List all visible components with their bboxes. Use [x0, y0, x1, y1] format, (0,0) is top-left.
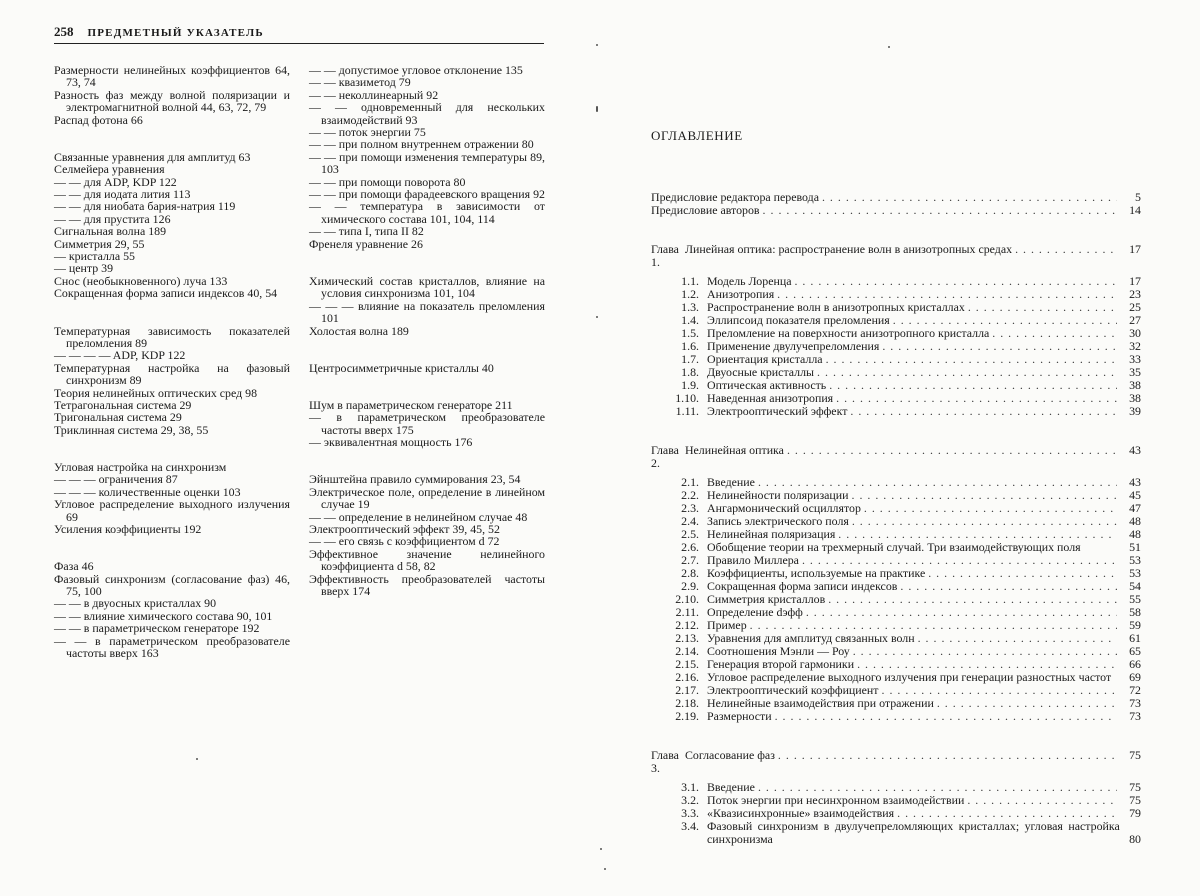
chapter-title: Нелинейная оптика	[684, 443, 784, 457]
toc-item-number: 2.13.	[675, 631, 699, 645]
index-gap	[54, 300, 290, 325]
dot-leader	[833, 392, 1117, 405]
toc-item-number: 2.7.	[681, 553, 699, 567]
toc-item-title: Оптическая активность	[707, 378, 827, 392]
toc-item-title: Введение	[707, 475, 755, 489]
scan-speck	[596, 106, 598, 112]
dot-leader	[850, 645, 1117, 658]
table-of-contents	[651, 191, 1141, 846]
index-column-2	[309, 64, 545, 597]
dot-leader	[964, 794, 1117, 807]
toc-item-number: 3.3.	[681, 806, 699, 820]
index-entry: — — температура в зависимости от химического состава 101, 104, 114	[309, 199, 545, 226]
toc-item-title: Электрооптический эффект	[707, 404, 848, 418]
toc-front-item	[651, 204, 1141, 217]
toc-item-number: 2.4.	[681, 514, 699, 528]
scan-speck	[596, 44, 598, 46]
index-entry: Температурная настройка на фазовый синхронизм 89	[54, 360, 290, 388]
toc-item-title: Угловое распределение выходного излучения при генерации разностных частот	[707, 670, 1112, 684]
dot-leader	[965, 301, 1117, 314]
index-entry: — — — ограничения 87	[54, 472, 178, 487]
toc-item-title: Фазовый синхронизм в двулучепреломляющих кристаллах; угловая настройка синхронизма	[707, 819, 1120, 846]
toc-page-number: 48	[1129, 527, 1141, 541]
index-entry: Холостая волна 189	[309, 323, 409, 338]
toc-page-number: 75	[1129, 748, 1141, 762]
index-entry: Френеля уравнение 26	[309, 236, 423, 251]
toc-item-number: 2.3.	[681, 501, 699, 515]
index-gap	[309, 250, 545, 275]
toc-item-title: Коэффициенты, используемые на практике	[707, 566, 926, 580]
dot-leader	[814, 366, 1117, 379]
toc-item-row	[651, 820, 1141, 846]
toc-item-title: Анизотропия	[707, 287, 775, 301]
toc-page-number: 54	[1129, 579, 1141, 593]
index-entry: — — влияние химического состава 90, 101	[54, 608, 273, 623]
toc-item-title: Нелинейности поляризации	[707, 488, 849, 502]
toc-page-number: 33	[1129, 352, 1141, 366]
dot-leader	[1012, 243, 1117, 256]
toc-item-row	[651, 405, 1141, 418]
chapter-label: Глава 2.	[651, 443, 679, 470]
toc-item-title: Наведенная анизотропия	[707, 391, 834, 405]
toc-item-number: 1.6.	[681, 339, 699, 353]
toc-item-title: Поток энергии при несинхронном взаимодействии	[707, 793, 965, 807]
toc-item-title: Симметрия кристаллов	[707, 592, 826, 606]
index-entry: — — допустимое угловое отклонение 135	[309, 63, 523, 77]
toc-page-number: 51	[1129, 540, 1141, 554]
index-entry: Центросимметричные кристаллы 40	[309, 360, 494, 375]
toc-item-title: Сокращенная форма записи индексов	[707, 579, 898, 593]
toc-page-number: 72	[1129, 683, 1141, 697]
index-entry: Угловое распределение выходного излучения 69	[54, 497, 290, 524]
index-entry: Электрооптический эффект 39, 45, 52	[309, 521, 500, 536]
toc-page-number: 53	[1129, 566, 1141, 580]
index-entry: — — — количественные оценки 103	[54, 484, 241, 499]
toc-page-number: 35	[1129, 365, 1141, 379]
page-number: 258	[54, 24, 74, 39]
toc-page-number: 43	[1129, 443, 1141, 457]
index-entry: — — в двуосных кристаллах 90	[54, 596, 217, 611]
toc-item-title: Пример	[707, 618, 747, 632]
toc-item-number: 2.5.	[681, 527, 699, 541]
toc-item-number: 2.18.	[675, 696, 699, 710]
dot-leader	[915, 632, 1117, 645]
toc-item-number: 1.11.	[675, 404, 699, 418]
index-entry: — — — влияние на показатель преломления 101	[309, 298, 545, 326]
index-entry: — — — — ADP, KDP 122	[54, 348, 186, 363]
toc-item-title: Нелинейная поляризация	[707, 527, 836, 541]
index-column-1	[54, 64, 290, 659]
toc-page-number: 75	[1129, 793, 1141, 807]
toc-item-title: Правило Миллера	[707, 553, 799, 567]
toc-page-number: 38	[1129, 378, 1141, 392]
toc-chapter-row	[651, 444, 1141, 470]
toc-page-number: 65	[1129, 644, 1141, 658]
toc-item-number: 1.1.	[681, 274, 699, 288]
toc-item-number: 2.1.	[681, 475, 699, 489]
toc-item-title: Генерация второй гармоники	[707, 657, 855, 671]
index-entry: — кристалла 55	[54, 249, 135, 264]
index-entry: — — одновременный для нескольких взаимодействий 93	[309, 100, 545, 127]
index-entry: Эйнштейна правило суммирования 23, 54	[309, 472, 521, 487]
index-entry: — — при помощи изменения температуры 89, 103	[309, 149, 545, 177]
toc-item-number: 2.9.	[681, 579, 699, 593]
dot-leader	[775, 749, 1117, 762]
running-head	[54, 24, 544, 44]
dot-leader	[934, 697, 1117, 710]
toc-page-number: 23	[1129, 287, 1141, 301]
index-entry: Селмейера уравнения	[54, 162, 165, 177]
index-entry: Триклинная система 29, 38, 55	[54, 422, 209, 437]
toc-chapter-row	[651, 749, 1141, 775]
index-entry: Температурная зависимость показателей преломления 89	[54, 323, 290, 350]
toc-page-number: 48	[1129, 514, 1141, 528]
toc-item-title: Эллипсоид показателя преломления	[707, 313, 890, 327]
dot-leader	[819, 191, 1117, 204]
toc-page-number: 55	[1129, 592, 1141, 606]
index-entry: Тригональная система 29	[54, 410, 182, 425]
toc-item-title: Электрооптический коэффициент	[707, 683, 879, 697]
index-gap	[309, 374, 545, 399]
index-entry: — в параметрическом преобразователе частоты вверх 175	[309, 410, 545, 437]
dot-leader	[825, 593, 1117, 606]
toc-item-title: Двуосные кристаллы	[707, 365, 815, 379]
toc-heading: ОГЛАВЛЕНИЕ	[651, 128, 743, 143]
toc-item-title: Обобщение теории на трехмерный случай. Три взаимодействующих поля	[707, 540, 1081, 554]
chapter-label: Глава 3.	[651, 748, 679, 775]
index-entry: Электрическое поле, определение в линейном случае 19	[309, 484, 545, 512]
running-title: ПРЕДМЕТНЫЙ УКАЗАТЕЛЬ	[87, 27, 264, 39]
index-entry: Угловая настройка на синхронизм	[54, 459, 227, 474]
toc-page-number: 30	[1129, 326, 1141, 340]
toc-item-title: Соотношения Мэнли — Роу	[707, 644, 850, 658]
index-entry: Эффективность преобразователей частоты вверх 174	[309, 571, 545, 598]
toc-page-number: 38	[1129, 391, 1141, 405]
index-entry: — — для прустита 126	[54, 211, 171, 226]
toc-page-number: 53	[1129, 553, 1141, 567]
toc-page-number: 43	[1129, 475, 1141, 489]
dot-leader	[760, 204, 1117, 217]
index-entry: — — поток энергии 75	[309, 125, 426, 140]
index-entry: — — типа I, типа II 82	[309, 224, 424, 239]
toc-item-number: 3.4.	[681, 819, 699, 833]
index-entry: — — для иодата лития 113	[54, 187, 191, 202]
toc-item-number: 2.11.	[675, 605, 699, 619]
index-entry: — — при помощи фарадеевского вращения 92	[309, 187, 545, 202]
index-entry: — — в параметрическом генераторе 192	[54, 621, 260, 636]
toc-page-number: 45	[1129, 488, 1141, 502]
index-entry: Шум в параметрическом генераторе 211	[309, 397, 513, 412]
toc-item-title: Преломление на поверхности анизотропного кристалла	[707, 326, 990, 340]
dot-leader	[879, 340, 1117, 353]
dot-leader	[925, 567, 1117, 580]
toc-page-number: 61	[1129, 631, 1141, 645]
dot-leader	[989, 327, 1117, 340]
index-entry: — центр 39	[54, 261, 114, 276]
index-entry: — эквивалентная мощность 176	[309, 435, 473, 450]
dot-leader	[791, 275, 1117, 288]
toc-page-number: 58	[1129, 605, 1141, 619]
dot-leader	[847, 405, 1117, 418]
toc-page-number: 47	[1129, 501, 1141, 515]
toc-item-number: 1.5.	[681, 326, 699, 340]
toc-page-number: 66	[1129, 657, 1141, 671]
index-entry: Сигнальная волна 189	[54, 224, 167, 239]
index-entry: Химический состав кристаллов, влияние на условия синхронизма 101, 104	[309, 273, 545, 301]
toc-item-number: 3.1.	[681, 780, 699, 794]
toc-item-number: 1.7.	[681, 352, 699, 366]
chapter-title: Линейная оптика: распространение волн в анизотропных средах	[684, 242, 1013, 256]
index-entry: Усиления коэффициенты 192	[54, 521, 202, 536]
index-entry: Связанные уравнения для амплитуд 63	[54, 149, 251, 164]
dot-leader	[823, 353, 1117, 366]
toc-item-number: 2.2.	[681, 488, 699, 502]
toc-page-number: 27	[1129, 313, 1141, 327]
index-entry: — — квазиметод 79	[309, 75, 411, 90]
toc-page-number: 73	[1129, 696, 1141, 710]
index-entry: — — неколлинеарный 92	[309, 87, 439, 102]
index-entry: Тетрагональная система 29	[54, 397, 192, 412]
index-entry: Сокращенная форма записи индексов 40, 54	[54, 286, 278, 301]
dot-leader	[826, 379, 1117, 392]
dot-leader	[849, 515, 1117, 528]
index-entry: Распад фотона 66	[54, 112, 143, 127]
index-entry: — — при помощи поворота 80	[309, 174, 466, 189]
toc-page-number: 79	[1129, 806, 1141, 820]
toc-page-number: 75	[1129, 780, 1141, 794]
toc-item-number: 1.2.	[681, 287, 699, 301]
toc-item-title: Уравнения для амплитуд связанных волн	[707, 631, 915, 645]
toc-page-number: 69	[1129, 670, 1141, 684]
index-entry: Размерности нелинейных коэффициентов 64, 73, 74	[54, 63, 290, 90]
toc-page-number: 32	[1129, 339, 1141, 353]
toc-item-row	[651, 710, 1141, 723]
toc-item-number: 2.8.	[681, 566, 699, 580]
index-entry: Снос (необыкновенного) луча 133	[54, 273, 228, 288]
dot-leader	[861, 502, 1117, 515]
toc-item-title: Ориентация кристалла	[707, 352, 823, 366]
toc-item-title: Определение dэфф	[707, 605, 803, 619]
scan-speck	[888, 46, 890, 48]
toc-item-number: 2.16.	[675, 670, 699, 684]
toc-item-number: 2.12.	[675, 618, 699, 632]
toc-item-title: Предисловие авторов	[651, 203, 760, 217]
toc-item-number: 2.10.	[675, 592, 699, 606]
scan-speck	[196, 758, 198, 760]
index-gap	[54, 535, 290, 560]
toc-item-title: Модель Лоренца	[707, 274, 792, 288]
toc-item-title: Применение двулучепреломления	[707, 339, 880, 353]
toc-page-number: 5	[1135, 190, 1141, 204]
scan-speck	[600, 848, 602, 850]
dot-leader	[803, 606, 1117, 619]
index-entry: — — его связь с коэффициентом d 72	[309, 534, 500, 549]
toc-page-number: 17	[1129, 242, 1141, 256]
toc-page-number: 73	[1129, 709, 1141, 723]
toc-item-number: 2.15.	[675, 657, 699, 671]
scan-speck	[604, 868, 606, 870]
toc-item-title: Введение	[707, 780, 755, 794]
dot-leader	[784, 444, 1117, 457]
chapter-title: Согласование фаз	[684, 748, 775, 762]
index-gap	[54, 436, 290, 461]
toc-item-title: Распространение волн в анизотропных кристаллах	[707, 300, 965, 314]
toc-page-number: 39	[1129, 404, 1141, 418]
chapter-label: Глава 1.	[651, 242, 679, 269]
index-gap	[309, 337, 545, 362]
toc-page-number: 17	[1129, 274, 1141, 288]
index-entry: — — для ниобата бария-натрия 119	[54, 199, 236, 214]
index-gap	[54, 126, 290, 151]
dot-leader	[772, 710, 1117, 723]
index-entry: Разность фаз между волной поляризации и электромагнитной волной 44, 63, 72, 79	[54, 87, 290, 115]
toc-item-number: 3.2.	[681, 793, 699, 807]
dot-leader	[849, 489, 1117, 502]
index-entry: — — определение в нелинейном случае 48	[309, 509, 528, 524]
toc-item-title: Предисловие редактора перевода	[651, 190, 819, 204]
index-entry: Фаза 46	[54, 559, 94, 574]
index-entry: — — при полном внутреннем отражении 80	[309, 137, 534, 152]
index-entry: — — для ADP, KDP 122	[54, 174, 177, 189]
toc-page-number: 59	[1129, 618, 1141, 632]
chapter-gap	[651, 723, 1141, 749]
index-entry: Теория нелинейных оптических сред 98	[54, 385, 258, 400]
toc-item-number: 1.10.	[675, 391, 699, 405]
toc-item-number: 2.17.	[675, 683, 699, 697]
toc-item-number: 1.8.	[681, 365, 699, 379]
toc-item-number: 1.9.	[681, 378, 699, 392]
toc-item-title: Размерности	[707, 709, 772, 723]
toc-page-number: 14	[1129, 203, 1141, 217]
index-entry: Фазовый синхронизм (согласование фаз) 46, 75, 100	[54, 571, 290, 598]
toc-page-number: 25	[1129, 300, 1141, 314]
dot-leader	[897, 580, 1117, 593]
right-page-contents	[600, 0, 1200, 896]
toc-item-title: «Квазисинхронные» взаимодействия	[707, 806, 895, 820]
scan-speck	[596, 316, 598, 318]
index-entry: — — в параметрическом преобразователе частоты вверх 163	[54, 633, 290, 661]
chapter-gap	[651, 217, 1141, 243]
toc-item-number: 2.6.	[681, 540, 699, 554]
toc-item-title: Запись электрического поля	[707, 514, 849, 528]
toc-item-number: 1.4.	[681, 313, 699, 327]
index-entry: Симметрия 29, 55	[54, 236, 145, 251]
toc-item-number: 2.19.	[675, 709, 699, 723]
index-gap	[309, 449, 545, 474]
toc-page-number: 80	[1129, 832, 1141, 846]
toc-item-title: Ангармонический осциллятор	[707, 501, 861, 515]
toc-chapter-row	[651, 243, 1141, 269]
toc-item-number: 1.3.	[681, 300, 699, 314]
chapter-gap	[651, 418, 1141, 444]
toc-item-number: 2.14.	[675, 644, 699, 658]
index-entry: Эффективное значение нелинейного коэффициента d 58, 82	[309, 546, 545, 574]
toc-item-title: Нелинейные взаимодействия при отражении	[707, 696, 934, 710]
